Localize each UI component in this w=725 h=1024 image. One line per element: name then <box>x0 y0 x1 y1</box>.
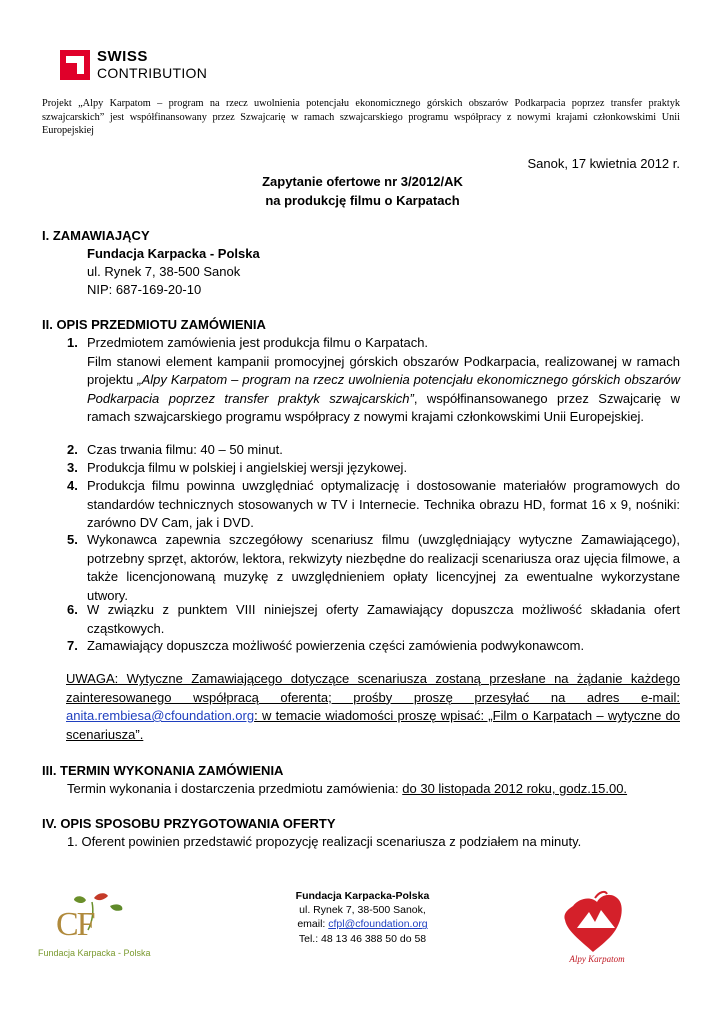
orderer-name: Fundacja Karpacka - Polska <box>87 246 260 261</box>
footer-email-link[interactable]: cfpl@cfoundation.org <box>328 918 428 931</box>
section-heading-2: II. OPIS PRZEDMIOTU ZAMÓWIENIA <box>42 317 266 332</box>
alpy-name: Alpy Karpatom <box>569 954 625 964</box>
title-line1: Zapytanie ofertowe nr 3/2012/AK <box>262 174 463 189</box>
item-number: 1. <box>67 335 78 350</box>
list-item <box>67 637 680 656</box>
note-uwaga <box>66 670 680 744</box>
section-heading-1: I. ZAMAWIAJĄCY <box>42 228 150 243</box>
deadline-text: Termin wykonania i dostarczenia przedmiotu zamówienia: do 30 listopada 2012 roku, godz.15.00. <box>67 781 628 796</box>
orderer-address: ul. Rynek 7, 38-500 Sanok <box>87 264 241 279</box>
list-item <box>67 601 680 638</box>
section-heading-4: IV. OPIS SPOSOBU PRZYGOTOWANIA OFERTY <box>42 816 336 831</box>
project-note: Projekt „Alpy Karpatom – program na rzecz uwolnienia potencjału ekonomicznego górskich obszarów Podkarpacia poprzez transfer praktyk szwajcarskich” jest współfinansowany przez Szwajcarię w ramach szwajcarskiego programu współpracy z nowymi krajami członkowskimi Unii Europejskiej <box>42 98 680 136</box>
item-number: 4. <box>67 478 78 493</box>
deadline-value: do 30 listopada 2012 roku, godz.15.00. <box>402 781 628 796</box>
swiss-contribution-logo <box>60 48 220 84</box>
logo-line1: SWISS <box>97 48 148 65</box>
alpy-karpatom-logo <box>545 888 645 970</box>
cf-letters: CF <box>56 906 94 943</box>
item-text: Wykonawca zapewnia szczegółowy scenariusz filmu (uwzględniający wytyczne Zamawiającego), potrzebny sprzęt, aktorów, lektora, rekwizyty niezbędne do realizacji scenariusza oraz ujęcia filmowe, a także licencjonowaną muzykę z uwzględnieniem opłaty licencyjnej za ewentualne wykorzystane utwory. <box>87 532 680 603</box>
item-paragraph: Film stanowi element kampanii promocyjnej górskich obszarów Podkarpacia, realizowanej w ramach projektu „Alpy Karpatom – program na rzecz uwolnienia potencjału ekonomicznego górskich obszarów Podkarpacia poprzez transfer praktyk szwajcarskich”, współfinansowanego przez Szwajcarię w ramach szwajcarskiego programu współpracy z nowymi krajami członkowskimi Unii Europejskiej. <box>87 353 680 424</box>
list-item <box>67 441 680 460</box>
list-item <box>67 531 680 605</box>
swiss-cross-icon <box>60 50 90 80</box>
footer-address: ul. Rynek 7, 38-500 Sanok, <box>299 904 426 917</box>
footer-phone: Tel.: 48 13 46 388 50 do 58 <box>298 932 427 945</box>
item-number: 7. <box>67 638 78 653</box>
item-text: Czas trwania filmu: 40 – 50 minut. <box>87 442 283 457</box>
logo-line2: CONTRIBUTION <box>97 65 208 81</box>
cf-name: Fundacja Karpacka - Polska <box>38 948 151 958</box>
list-item <box>67 334 680 427</box>
title-line2: na produkcję filmu o Karpatach <box>265 193 460 208</box>
email-link[interactable]: anita.rembiesa@cfoundation.org <box>66 708 255 723</box>
footer-contact <box>260 889 465 946</box>
section-heading-3: III. TERMIN WYKONANIA ZAMÓWIENIA <box>42 763 284 778</box>
item-number: 6. <box>67 602 78 617</box>
note-text-end: : w temacie wiadomości proszę wpisać: „Film o Karpatach – wytyczne do scenariusza”. <box>66 708 680 742</box>
list-item: 1. Oferent powinien przedstawić propozycję realizacji scenariusza z podziałem na minuty. <box>67 834 582 849</box>
item-number: 2. <box>67 442 78 457</box>
document-title <box>0 172 725 210</box>
list-item <box>67 477 680 533</box>
item-text: Produkcja filmu w polskiej i angielskiej wersji językowej. <box>87 460 408 475</box>
orderer-nip: NIP: 687-169-20-10 <box>87 282 202 297</box>
item-text: W związku z punktem VIII niniejszej oferty Zamawiający dopuszcza możliwość składania ofert cząstkowych. <box>87 602 680 636</box>
item-number: 5. <box>67 532 78 547</box>
item-text: Przedmiotem zamówienia jest produkcja filmu o Karpatach. <box>87 335 429 350</box>
item-number: 3. <box>67 460 78 475</box>
document-date: Sanok, 17 kwietnia 2012 r. <box>527 156 680 171</box>
footer-email-line: email: cfpl@cfoundation.org <box>297 918 428 931</box>
alpy-emblem-icon <box>545 888 645 960</box>
cf-logo <box>38 892 158 962</box>
note-text: UWAGA: Wytyczne Zamawiającego dotyczące scenariusza zostaną przesłane na żądanie każdego zainteresowanego współpracą oferenta; prośby proszę przesyłać na adres e-mail: <box>66 671 680 705</box>
item-text: Zamawiający dopuszcza możliwość powierzenia części zamówienia podwykonawcom. <box>87 638 585 653</box>
footer-org: Fundacja Karpacka-Polska <box>295 890 430 902</box>
list-item <box>67 459 680 478</box>
item-text: Produkcja filmu powinna uwzględniać optymalizację i dostosowanie materiałów programowych do standardów technicznych stosowanych w TV i Internecie. Technika obrazu HD, format 16 x 9, nośniki: zarówno DV Cam, jak i DVD. <box>87 478 680 530</box>
